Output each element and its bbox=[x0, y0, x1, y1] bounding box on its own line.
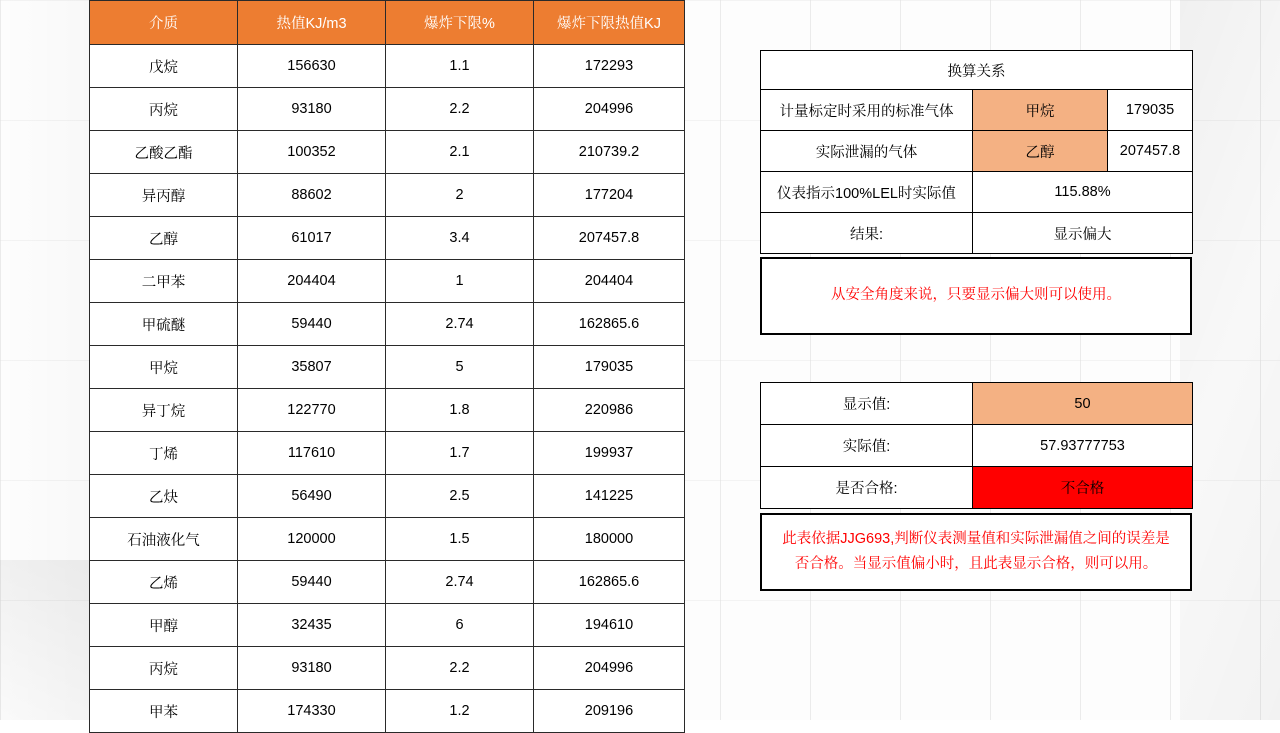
cell-heat-value: 59440 bbox=[238, 561, 386, 604]
safety-note-text: 从安全角度来说，只要显示偏大则可以使用。 bbox=[831, 287, 1121, 304]
cell-lel-heat-value: 179035 bbox=[534, 346, 685, 389]
conversion-title-row bbox=[761, 51, 1193, 90]
conversion-relation-table bbox=[760, 50, 1193, 254]
qualification-note-text: 此表依据JJG693,判断仪表测量值和实际泄漏值之间的误差是否合格。当显示值偏小时，且此表显示合格，则可以用。 bbox=[782, 530, 1170, 572]
table-row bbox=[90, 303, 685, 346]
qualified-status-badge: 不合格 bbox=[973, 467, 1193, 509]
cell-lel: 1.2 bbox=[386, 690, 534, 733]
cell-lel: 2.74 bbox=[386, 303, 534, 346]
cell-lel: 1.7 bbox=[386, 432, 534, 475]
actual-value-label: 实际值: bbox=[761, 425, 973, 467]
cell-heat-value: 93180 bbox=[238, 88, 386, 131]
cell-lel-heat-value: 177204 bbox=[534, 174, 685, 217]
conversion-title: 换算关系 bbox=[761, 51, 1193, 90]
actual-value-row bbox=[761, 425, 1193, 467]
cell-heat-value: 35807 bbox=[238, 346, 386, 389]
cell-lel-heat-value: 180000 bbox=[534, 518, 685, 561]
cell-lel-heat-value: 194610 bbox=[534, 604, 685, 647]
column-header-lel-heat-value: 爆炸下限热值KJ bbox=[534, 1, 685, 45]
cell-lel: 2.1 bbox=[386, 131, 534, 174]
cell-medium: 乙醇 bbox=[90, 217, 238, 260]
safety-note-box bbox=[760, 257, 1192, 335]
cell-heat-value: 61017 bbox=[238, 217, 386, 260]
indication-label: 仪表指示100%LEL时实际值 bbox=[761, 172, 973, 213]
leak-gas-value: 207457.8 bbox=[1108, 131, 1193, 172]
indication-value: 115.88% bbox=[973, 172, 1193, 213]
cell-heat-value: 120000 bbox=[238, 518, 386, 561]
column-header-heat-value: 热值KJ/m3 bbox=[238, 1, 386, 45]
table-row bbox=[90, 561, 685, 604]
conversion-result-value: 显示偏大 bbox=[973, 213, 1193, 254]
standard-gas-name[interactable]: 甲烷 bbox=[973, 90, 1108, 131]
measurement-result-table bbox=[760, 382, 1193, 509]
table-row bbox=[90, 131, 685, 174]
table-row bbox=[90, 647, 685, 690]
cell-medium: 甲醇 bbox=[90, 604, 238, 647]
cell-medium: 异丁烷 bbox=[90, 389, 238, 432]
conversion-indication-row bbox=[761, 172, 1193, 213]
qualified-label: 是否合格: bbox=[761, 467, 973, 509]
table-row bbox=[90, 518, 685, 561]
cell-lel-heat-value: 162865.6 bbox=[534, 561, 685, 604]
cell-medium: 乙酸乙酯 bbox=[90, 131, 238, 174]
cell-heat-value: 88602 bbox=[238, 174, 386, 217]
table-row bbox=[90, 174, 685, 217]
cell-lel-heat-value: 220986 bbox=[534, 389, 685, 432]
cell-lel-heat-value: 207457.8 bbox=[534, 217, 685, 260]
cell-lel: 2.74 bbox=[386, 561, 534, 604]
qualified-row bbox=[761, 467, 1193, 509]
table-row bbox=[90, 88, 685, 131]
table-row bbox=[90, 260, 685, 303]
cell-medium: 乙烯 bbox=[90, 561, 238, 604]
table-row bbox=[90, 389, 685, 432]
cell-lel-heat-value: 141225 bbox=[534, 475, 685, 518]
cell-lel: 3.4 bbox=[386, 217, 534, 260]
conversion-result-row bbox=[761, 213, 1193, 254]
cell-medium: 异丙醇 bbox=[90, 174, 238, 217]
cell-heat-value: 93180 bbox=[238, 647, 386, 690]
cell-lel: 5 bbox=[386, 346, 534, 389]
cell-heat-value: 204404 bbox=[238, 260, 386, 303]
conversion-result-label: 结果: bbox=[761, 213, 973, 254]
qualification-note-box bbox=[760, 513, 1192, 591]
cell-heat-value: 32435 bbox=[238, 604, 386, 647]
column-header-medium: 介质 bbox=[90, 1, 238, 45]
conversion-leak-gas-row bbox=[761, 131, 1193, 172]
cell-lel: 1 bbox=[386, 260, 534, 303]
cell-lel: 1.1 bbox=[386, 45, 534, 88]
display-value-input[interactable]: 50 bbox=[973, 383, 1193, 425]
cell-medium: 甲烷 bbox=[90, 346, 238, 389]
cell-heat-value: 56490 bbox=[238, 475, 386, 518]
cell-lel-heat-value: 204996 bbox=[534, 88, 685, 131]
cell-lel-heat-value: 204996 bbox=[534, 647, 685, 690]
cell-medium: 石油液化气 bbox=[90, 518, 238, 561]
cell-medium: 二甲苯 bbox=[90, 260, 238, 303]
table-row bbox=[90, 604, 685, 647]
display-value-label: 显示值: bbox=[761, 383, 973, 425]
conversion-standard-gas-row bbox=[761, 90, 1193, 131]
cell-lel-heat-value: 204404 bbox=[534, 260, 685, 303]
leak-gas-name[interactable]: 乙醇 bbox=[973, 131, 1108, 172]
cell-heat-value: 156630 bbox=[238, 45, 386, 88]
standard-gas-value: 179035 bbox=[1108, 90, 1193, 131]
fuel-properties-table bbox=[89, 0, 685, 733]
table-row bbox=[90, 45, 685, 88]
cell-lel: 6 bbox=[386, 604, 534, 647]
cell-lel: 1.5 bbox=[386, 518, 534, 561]
cell-lel: 2.2 bbox=[386, 88, 534, 131]
cell-lel-heat-value: 199937 bbox=[534, 432, 685, 475]
cell-medium: 戊烷 bbox=[90, 45, 238, 88]
cell-medium: 丙烷 bbox=[90, 88, 238, 131]
standard-gas-label: 计量标定时采用的标准气体 bbox=[761, 90, 973, 131]
cell-heat-value: 59440 bbox=[238, 303, 386, 346]
cell-lel-heat-value: 172293 bbox=[534, 45, 685, 88]
table-row bbox=[90, 217, 685, 260]
cell-heat-value: 100352 bbox=[238, 131, 386, 174]
cell-medium: 丁烯 bbox=[90, 432, 238, 475]
cell-lel: 1.8 bbox=[386, 389, 534, 432]
table-row bbox=[90, 475, 685, 518]
cell-heat-value: 122770 bbox=[238, 389, 386, 432]
cell-medium: 甲苯 bbox=[90, 690, 238, 733]
column-header-lel: 爆炸下限% bbox=[386, 1, 534, 45]
cell-lel-heat-value: 210739.2 bbox=[534, 131, 685, 174]
cell-lel: 2.2 bbox=[386, 647, 534, 690]
cell-medium: 乙炔 bbox=[90, 475, 238, 518]
cell-lel: 2 bbox=[386, 174, 534, 217]
leak-gas-label: 实际泄漏的气体 bbox=[761, 131, 973, 172]
table-row bbox=[90, 432, 685, 475]
cell-lel-heat-value: 209196 bbox=[534, 690, 685, 733]
cell-heat-value: 117610 bbox=[238, 432, 386, 475]
table-header-row bbox=[90, 1, 685, 45]
table-row bbox=[90, 690, 685, 733]
cell-medium: 甲硫醚 bbox=[90, 303, 238, 346]
cell-heat-value: 174330 bbox=[238, 690, 386, 733]
display-value-row bbox=[761, 383, 1193, 425]
table-row bbox=[90, 346, 685, 389]
cell-medium: 丙烷 bbox=[90, 647, 238, 690]
actual-value: 57.93777753 bbox=[973, 425, 1193, 467]
cell-lel-heat-value: 162865.6 bbox=[534, 303, 685, 346]
cell-lel: 2.5 bbox=[386, 475, 534, 518]
